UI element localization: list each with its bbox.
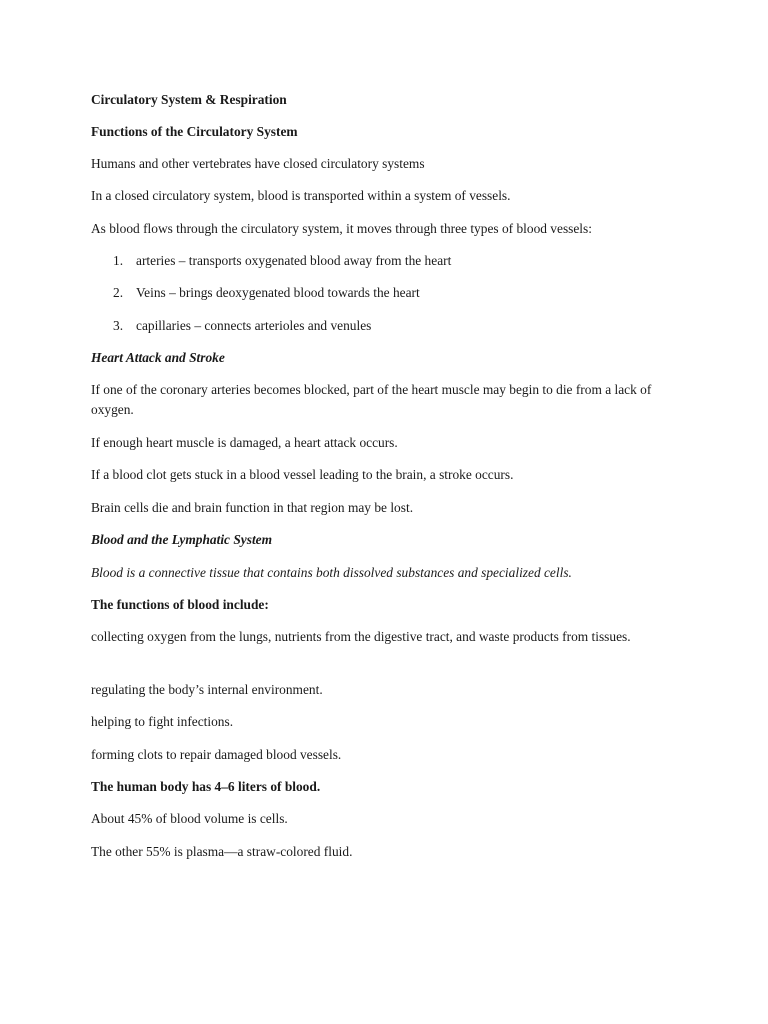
paragraph: forming clots to repair damaged blood vessels.: [91, 747, 342, 762]
paragraph: regulating the body’s internal environment.: [91, 682, 323, 697]
list-item: arteries – transports oxygenated blood away from the heart: [136, 253, 452, 268]
section-heading-heart-attack: Heart Attack and Stroke: [91, 350, 225, 365]
section-heading-blood: Blood and the Lymphatic System: [91, 532, 273, 547]
paragraph: In a closed circulatory system, blood is transported within a system of vessels.: [91, 188, 511, 203]
paragraph: If enough heart muscle is damaged, a heart attack occurs.: [91, 435, 398, 450]
list-item-number: 2.: [113, 285, 124, 300]
paragraph-italic: Blood is a connective tissue that contains both dissolved substances and specialized cells.: [91, 565, 572, 580]
document-title: Circulatory System & Respiration: [91, 92, 287, 107]
list-item-number: 1.: [113, 253, 124, 268]
subheading-functions-of-blood: The functions of blood include:: [91, 597, 269, 612]
paragraph: collecting oxygen from the lungs, nutrients from the digestive tract, and waste products from tissues.: [91, 629, 631, 644]
paragraph: Brain cells die and brain function in that region may be lost.: [91, 500, 414, 515]
paragraph: About 45% of blood volume is cells.: [91, 811, 288, 826]
paragraph: If a blood clot gets stuck in a blood vessel leading to the brain, a stroke occurs.: [91, 467, 514, 482]
paragraph: If one of the coronary arteries becomes blocked, part of the heart muscle may begin to die from a lack of oxygen.: [91, 382, 652, 417]
subheading-blood-volume: The human body has 4–6 liters of blood.: [91, 779, 321, 794]
paragraph: As blood flows through the circulatory system, it moves through three types of blood vessels:: [91, 221, 592, 236]
section-heading-functions: Functions of the Circulatory System: [91, 124, 298, 139]
paragraph: helping to fight infections.: [91, 714, 234, 729]
list-item: Veins – brings deoxygenated blood towards the heart: [136, 285, 420, 300]
paragraph: Humans and other vertebrates have closed circulatory systems: [91, 156, 425, 171]
list-item-number: 3.: [113, 318, 124, 333]
list-item: capillaries – connects arterioles and venules: [136, 318, 372, 333]
paragraph: The other 55% is plasma—a straw-colored fluid.: [91, 844, 353, 859]
